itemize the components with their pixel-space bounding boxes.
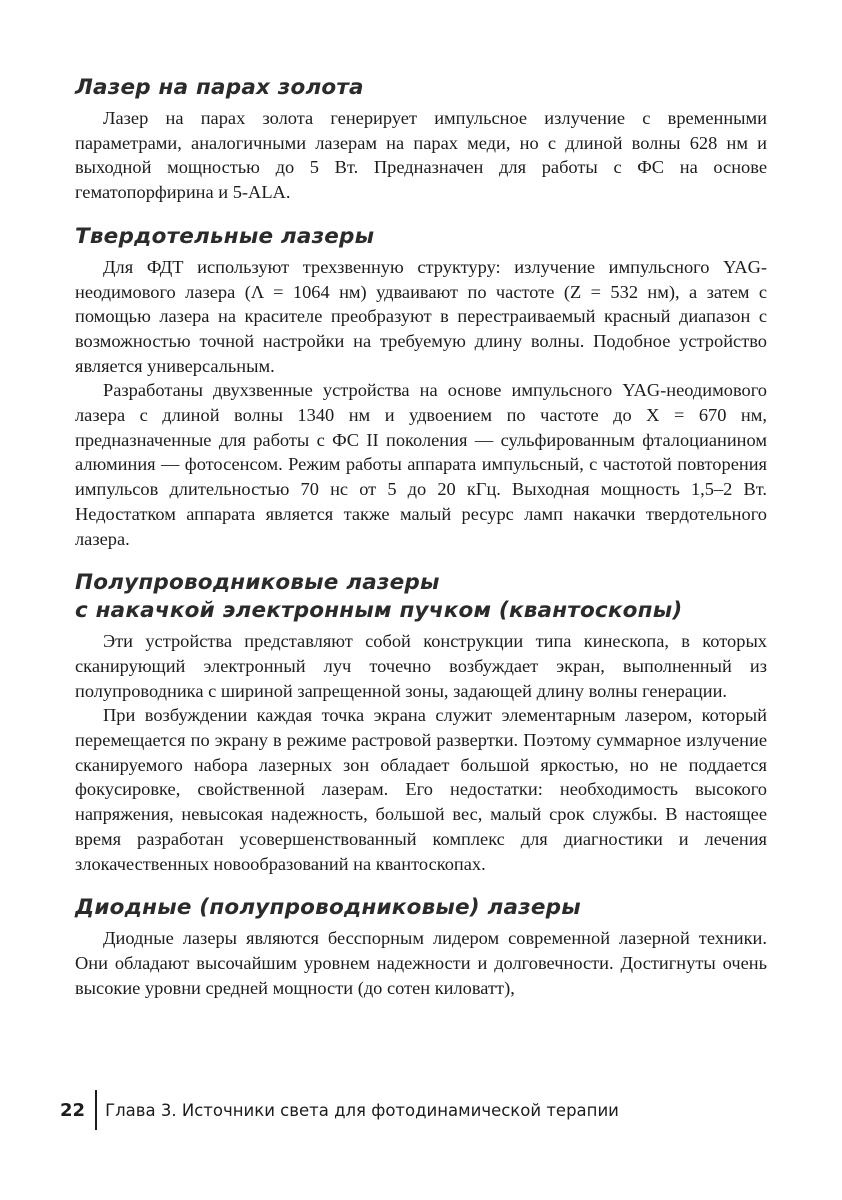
page-footer (60, 1090, 619, 1130)
section-solid-state-lasers (75, 223, 767, 551)
page-number: 22 (60, 1099, 86, 1121)
section-heading: Лазер на парах золота (75, 75, 364, 100)
section-heading: Твердотельные лазеры (75, 223, 375, 249)
paragraph: При возбуждении каждая точка экрана служит элементарным лазером, который перемещается по экрану в режиме растровой развертки. Поэтому суммарное излучение сканируемого набора лазерных зон обладает большой яркостью, но не поддается фокусировке, свойственной лазерам. Его недостатки: необходимость высокого напряжения, невысокая надежность, большой вес, малый срок службы. В настоящее время разработан усовершенствованный комплекс для диагностики и лечения злокачественных новообразований на квантоскопах. (75, 705, 767, 874)
section-semiconductor-quantoscopes (75, 569, 767, 876)
page-body (75, 74, 767, 1018)
paragraph: Лазер на парах золота генерирует импульсное излучение с временными параметрами, аналогичными лазерам на парах меди, но с длиной волны 628 нм и выходной мощностью до 5 Вт. Предназначен для работы с ФС на основе гематопорфирина и 5-ALA. (75, 108, 767, 203)
paragraph: Разработаны двухзвенные устройства на основе импульсного YAG-неодимового лазера с длиной волны 1340 нм и удвоением по частоте до X = 670 нм, предназначенные для работы с ФС II поколения — сульфированным фталоцианином алюминия — фотосенсом. Режим работы аппарата импульсный, с частотой повторения импульсов длительностью 70 нс от 5 до 20 кГц. Выходная мощность 1,5–2 Вт. Недостатком аппарата является также малый ресурс ламп накачки твердотельного лазера. (75, 380, 767, 549)
section-heading: Полупроводниковые лазеры с накачкой электронным пучком (квантоскопы) (75, 570, 683, 624)
section-diode-lasers (75, 894, 767, 1000)
paragraph: Эти устройства представляют собой конструкции типа кинескопа, в которых сканирующий электронный луч точечно возбуждает экран, выполненный из полупроводника с шириной запрещенной зоны, задающей длину волны генерации. (75, 631, 767, 701)
section-heading: Диодные (полупроводниковые) лазеры (75, 895, 581, 921)
paragraph: Для ФДТ используют трехзвенную структуру: излучение импульсного YAG-неодимового лазера (Λ = 1064 нм) удваивают по частоте (Z = 532 нм), а затем с помощью лазера на красителе преобразуют в перестраиваемый красный диапазон с возможностью точной настройки на требуемую длину волны. Подобное устройство является универсальным. (75, 256, 767, 376)
running-chapter-title: Глава 3. Источники света для фотодинамической терапии (105, 1100, 619, 1120)
paragraph: Диодные лазеры являются бесспорным лидером современной лазерной техники. Они обладают высочайшим уровнем надежности и долговечности. Достигнуты очень высокие уровни средней мощности (до сотен киловатт), (75, 928, 767, 998)
section-gold-vapor-laser (75, 74, 767, 205)
